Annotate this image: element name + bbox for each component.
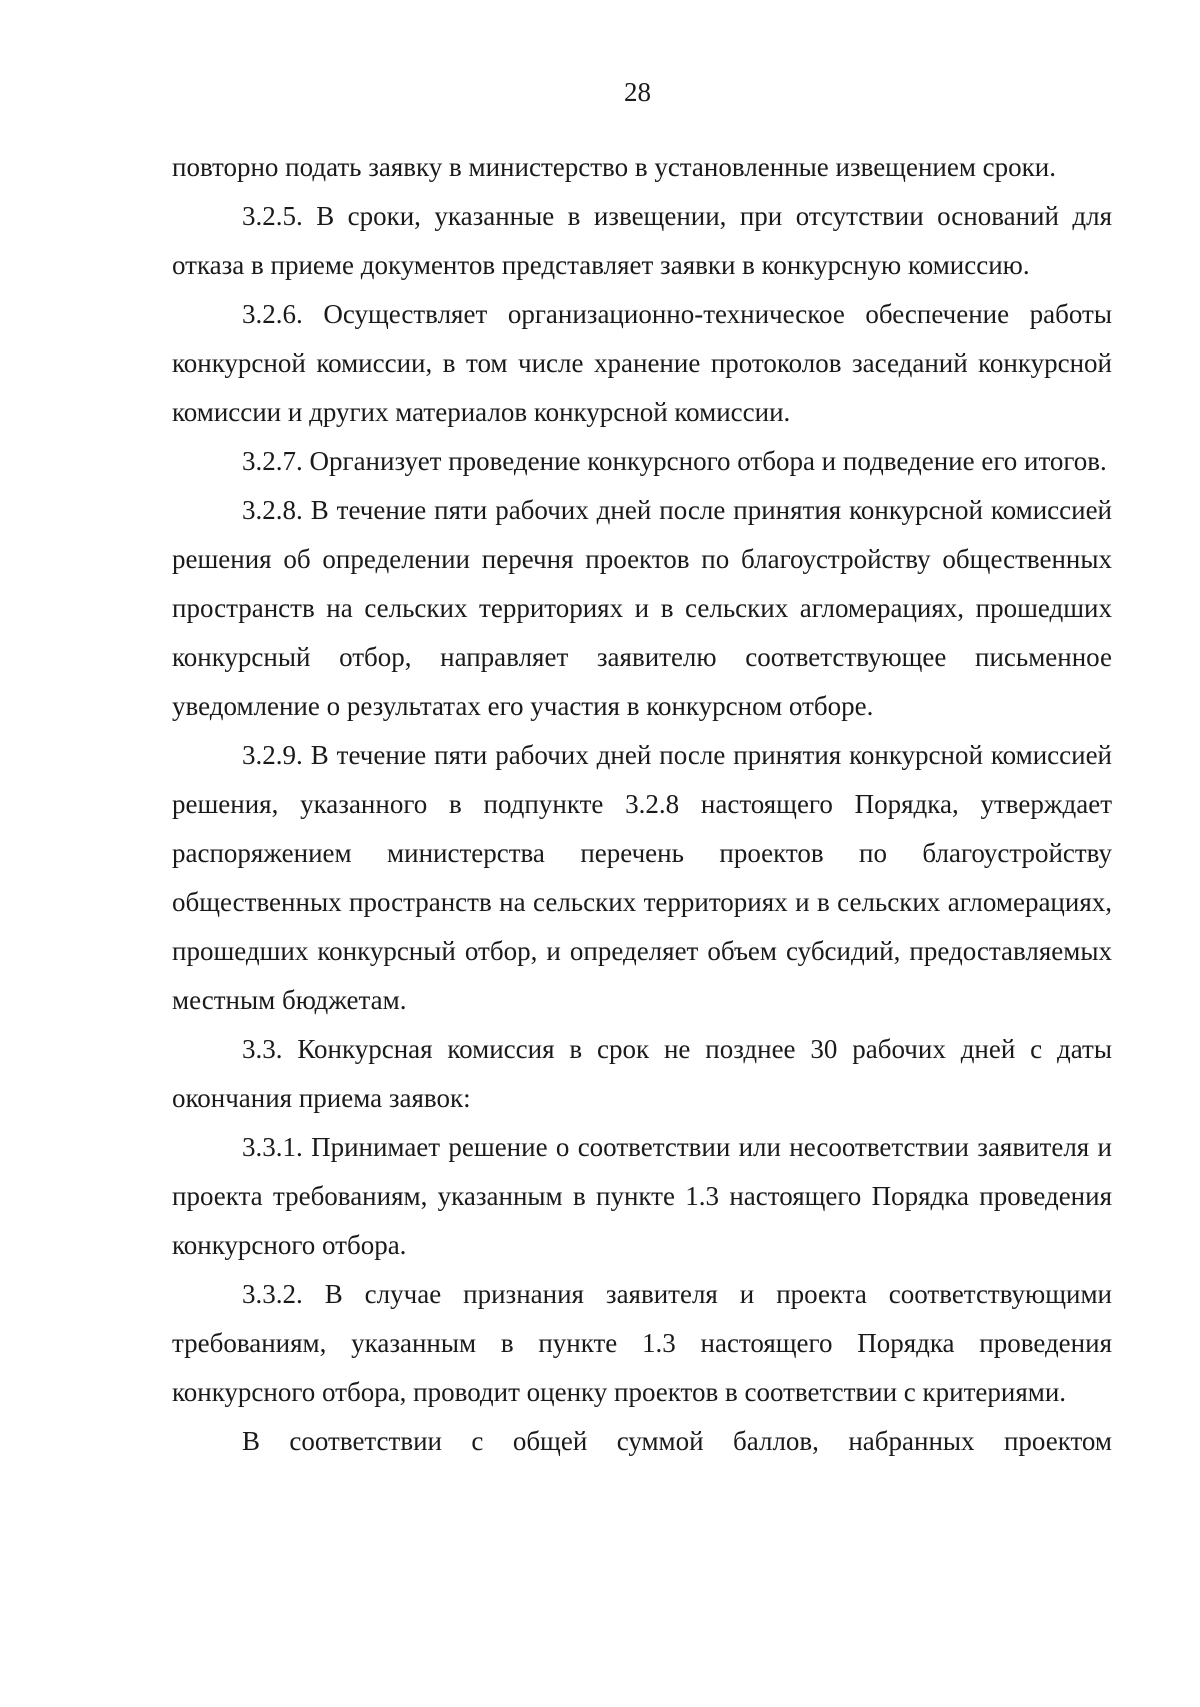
paragraph-continuation: повторно подать заявку в министерство в установленные извещением сроки. xyxy=(172,152,1056,182)
paragraph-3-2-5: 3.2.5. В сроки, указанные в извещении, при отсутствии оснований для отказа в приеме документов представляет заявки в конкурсную комиссию. xyxy=(172,201,1112,280)
paragraph-3-3: 3.3. Конкурсная комиссия в срок не позднее 30 рабочих дней с даты окончания приема заявок: xyxy=(172,1034,1112,1113)
paragraph-3-2-9: 3.2.9. В течение пяти рабочих дней после принятия конкурсной комиссией решения, указанного в подпункте 3.2.8 настоящего Порядка, утверждает распоряжением министерства перечень проектов по благоустройству общественных пространств на сельских территориях и в сельских агломерациях, прошедших конкурсный отбор, и определяет объем субсидий, предоставляемых местным бюджетам. xyxy=(172,740,1112,1015)
paragraph-scores: В соответствии с общей суммой баллов, набранных проектом xyxy=(242,1426,1112,1456)
paragraph-3-3-2: 3.3.2. В случае признания заявителя и проекта соответствующими требованиям, указанным в пункте 1.3 настоящего Порядка проведения конкурсного отбора, проводит оценку проектов в соответствии с критериями. xyxy=(172,1279,1112,1407)
paragraph-3-3-1: 3.3.1. Принимает решение о соответствии или несоответствии заявителя и проекта требованиям, указанным в пункте 1.3 настоящего Порядка проведения конкурсного отбора. xyxy=(172,1132,1112,1260)
paragraph-3-2-8: 3.2.8. В течение пяти рабочих дней после принятия конкурсной комиссией решения об определении перечня проектов по благоустройству общественных пространств на сельских территориях и в сельских агломерациях, прошедших конкурсный отбор, направляет заявителю соответствующее письменное уведомление о результатах его участия в конкурсном отборе. xyxy=(172,495,1112,721)
paragraph-3-2-7: 3.2.7. Организует проведение конкурсного отбора и подведение его итогов. xyxy=(242,446,1107,476)
paragraph-3-2-6: 3.2.6. Осуществляет организационно-техническое обеспечение работы конкурсной комиссии, в том числе хранение протоколов заседаний конкурсной комиссии и других материалов конкурсной комиссии. xyxy=(172,299,1112,427)
document-body xyxy=(172,143,1112,1466)
page-number: 28 xyxy=(624,77,651,107)
